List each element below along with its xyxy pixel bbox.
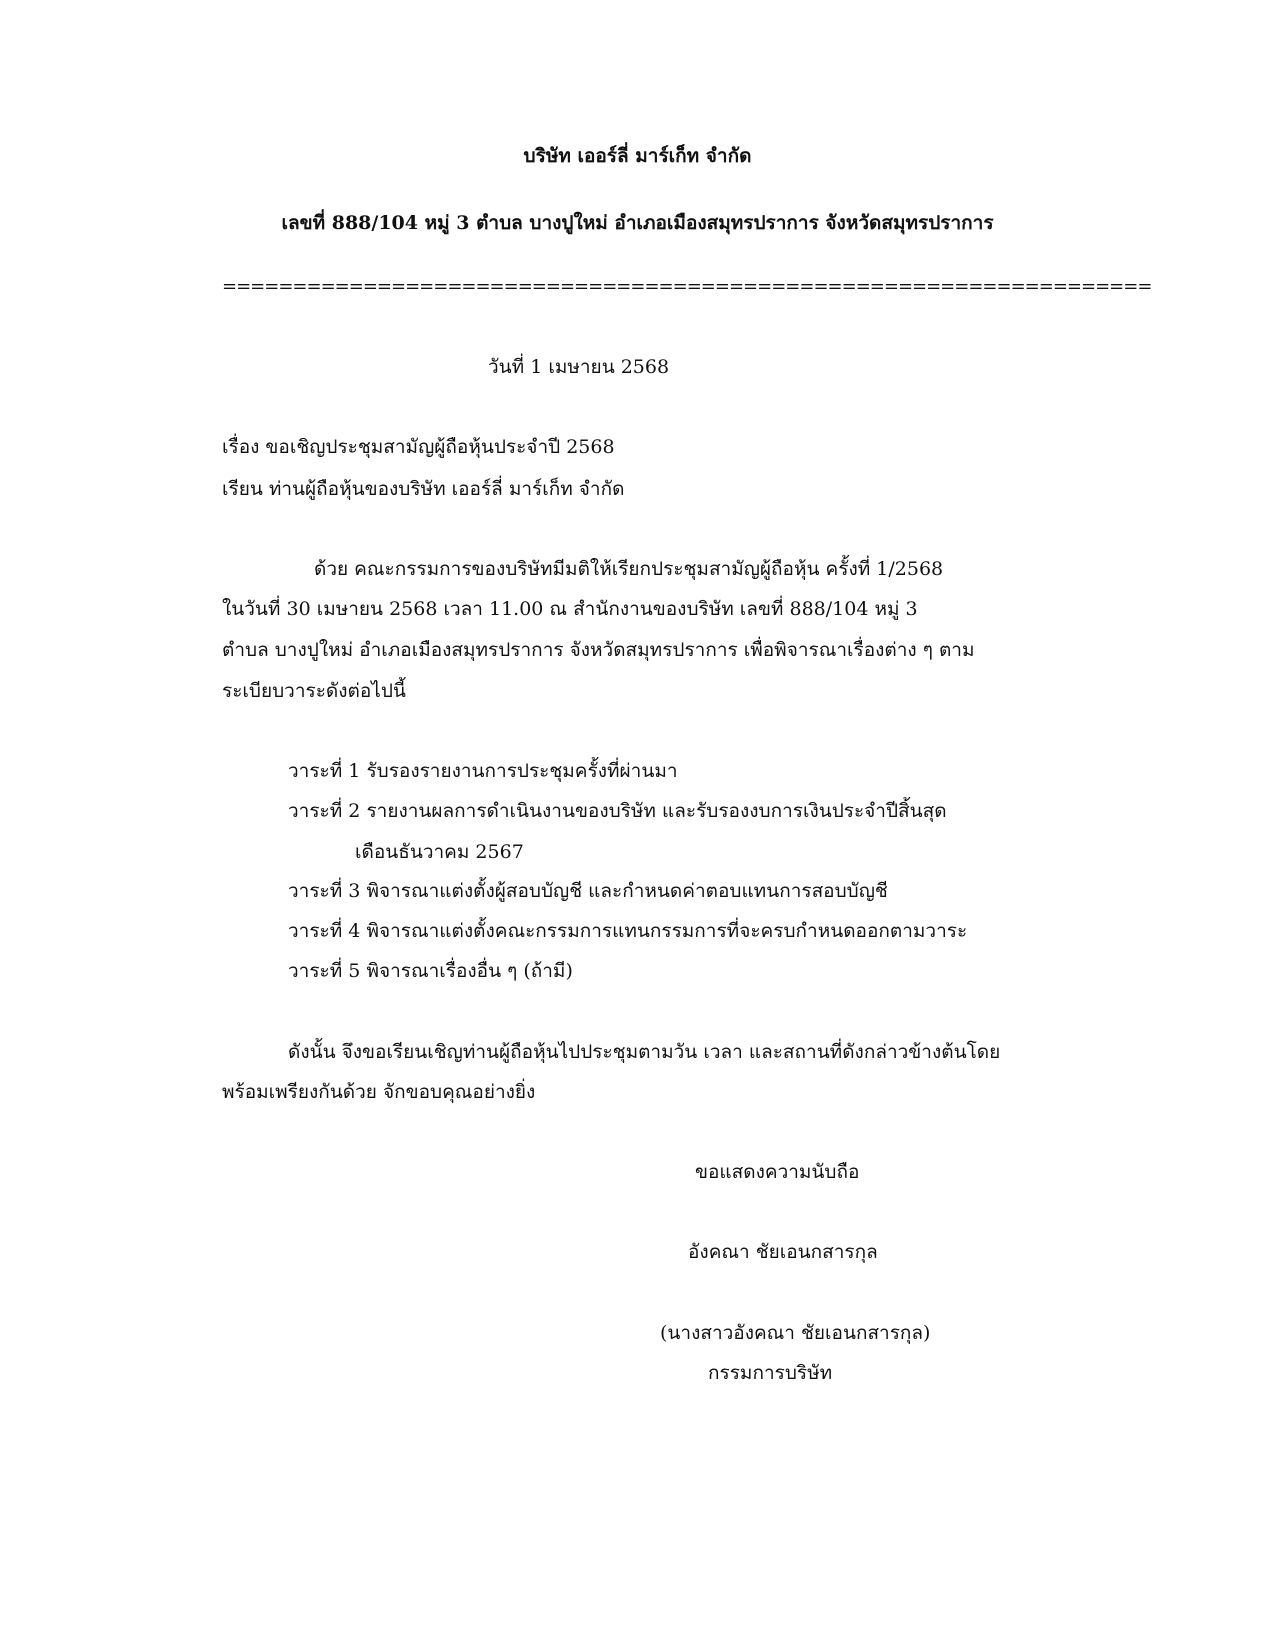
agenda-item-3: วาระที่ 3 พิจารณาแต่งตั้งผู้สอบบัญชี และกำหนดค่าตอบแทนการสอบบัญชี bbox=[288, 880, 888, 902]
letter-date: วันที่ 1 เมษายน 2568 bbox=[488, 356, 670, 378]
agenda-item-2: วาระที่ 2 รายงานผลการดำเนินงานของบริษัท และรับรองงบการเงินประจำปีสิ้นสุด bbox=[288, 800, 947, 822]
closing-line-2: พร้อมเพรียงกันด้วย จักขอบคุณอย่างยิ่ง bbox=[222, 1081, 536, 1103]
company-address: เลขที่ 888/104 หมู่ 3 ตำบล บางปูใหม่ อำเภอเมืองสมุทรปราการ จังหวัดสมุทรปราการ bbox=[281, 212, 994, 234]
intro-line-4: ระเบียบวาระดังต่อไปนี้ bbox=[222, 680, 406, 702]
agenda-item-2-continued: เดือนธันวาคม 2567 bbox=[355, 841, 524, 863]
signature-full-name: (นางสาวอังคณา ชัยเอนกสารกุล) bbox=[660, 1322, 931, 1344]
agenda-item-1: วาระที่ 1 รับรองรายงานการประชุมครั้งที่ผ่านมา bbox=[288, 760, 678, 782]
signature-regards: ขอแสดงความนับถือ bbox=[695, 1161, 860, 1183]
signature-title: กรรมการบริษัท bbox=[708, 1362, 833, 1384]
intro-line-2: ในวันที่ 30 เมษายน 2568 เวลา 11.00 ณ สำนักงานของบริษัท เลขที่ 888/104 หมู่ 3 bbox=[222, 598, 918, 620]
company-name: บริษัท เออร์ลี่ มาร์เก็ท จำกัด bbox=[523, 145, 752, 167]
agenda-item-5: วาระที่ 5 พิจารณาเรื่องอื่น ๆ (ถ้ามี) bbox=[288, 960, 573, 982]
intro-line-1: ด้วย คณะกรรมการของบริษัทมีมติให้เรียกประชุมสามัญผู้ถือหุ้น ครั้งที่ 1/2568 bbox=[314, 558, 944, 580]
signature-name: อังคณา ชัยเอนกสารกุล bbox=[688, 1241, 878, 1263]
agenda-item-4: วาระที่ 4 พิจารณาแต่งตั้งคณะกรรมการแทนกรรมการที่จะครบกำหนดออกตามวาระ bbox=[288, 920, 968, 942]
letter-recipient: เรียน ท่านผู้ถือหุ้นของบริษัท เออร์ลี่ มาร์เก็ท จำกัด bbox=[222, 478, 625, 500]
letter-subject: เรื่อง ขอเชิญประชุมสามัญผู้ถือหุ้นประจำปี 2568 bbox=[222, 436, 615, 458]
closing-line-1: ดังนั้น จึงขอเรียนเชิญท่านผู้ถือหุ้นไปประชุมตามวัน เวลา และสถานที่ดังกล่าวข้างต้นโดย bbox=[288, 1041, 1001, 1063]
header-separator: ================================================================== bbox=[222, 276, 1152, 297]
intro-line-3: ตำบล บางปูใหม่ อำเภอเมืองสมุทรปราการ จังหวัดสมุทรปราการ เพื่อพิจารณาเรื่องต่าง ๆ ตาม bbox=[222, 639, 975, 661]
